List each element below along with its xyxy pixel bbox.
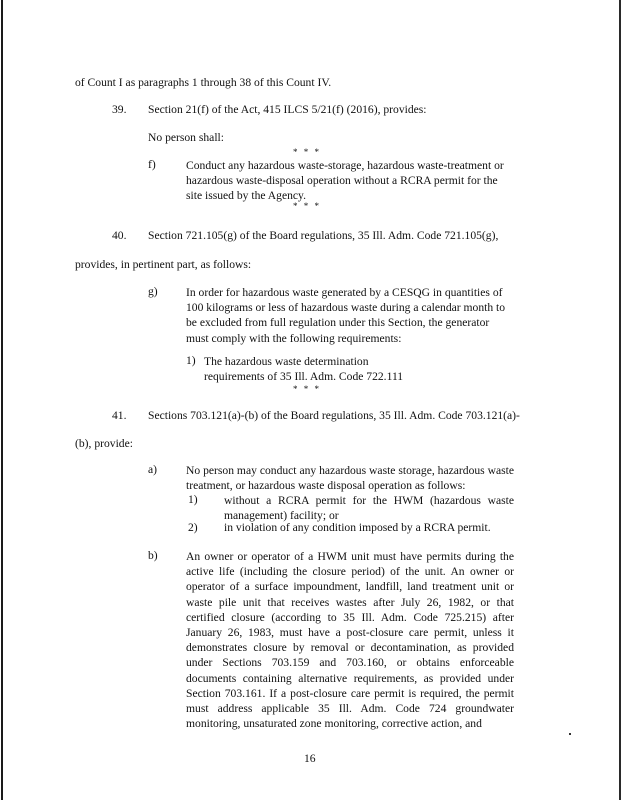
- subsection-a1-label: 1): [188, 493, 198, 506]
- subsection-b-label: b): [148, 549, 158, 562]
- subsection-a-label: a): [148, 463, 158, 476]
- subsection-g1-text: The hazardous waste determination requirements of 35 Ill. Adm. Code 722.111: [204, 355, 404, 384]
- subsection-a2-label: 2): [188, 521, 198, 534]
- scan-border-left: [1, 0, 3, 800]
- paragraph-41-number: 41.: [112, 409, 127, 422]
- paragraph-40-text: Section 721.105(g) of the Board regulations, 35 Ill. Adm. Code 721.105(g),: [148, 229, 499, 242]
- subsection-a-text: No person may conduct any hazardous waste storage, hazardous waste treatment, or hazardous waste disposal operation as follows:: [186, 464, 514, 493]
- paragraph-40-continuation: provides, in pertinent part, as follows:: [75, 258, 252, 271]
- paragraph-39-number: 39.: [112, 103, 127, 116]
- paragraph-40-number: 40.: [112, 229, 127, 242]
- ellipsis-stars: * * *: [293, 147, 321, 157]
- paragraph-39-item-label: f): [148, 158, 156, 171]
- scan-border-right: [619, 0, 621, 800]
- paragraph-39-item-text: Conduct any hazardous waste-storage, hazardous waste-treatment or hazardous waste-disposal operation without a RCRA permit for the site issued by the Agency.: [186, 159, 504, 203]
- subsection-g-text: In order for hazardous waste generated by a CESQG in quantities of 100 kilograms or less of hazardous waste during a calendar month to be excluded from full regulation under this Section, the generator must comply with the following requirements:: [186, 286, 506, 345]
- ellipsis-stars: * * *: [293, 201, 321, 211]
- paragraph-41-continuation: (b), provide:: [75, 437, 133, 450]
- paragraph-39-text: Section 21(f) of the Act, 415 ILCS 5/21(f) (2016), provides:: [148, 103, 427, 116]
- ellipsis-stars: * * *: [293, 384, 321, 394]
- subsection-b-text: An owner or operator of a HWM unit must have permits during the active life (including the closure period) of the unit. An owner or operator of a surface impoundment, landfill, land treatment unit or waste pile unit that receives wastes after July 26, 1982, or that certified closure (according to 35 Ill. Adm. Code 725.215) after January 26, 1983, must have a post-closure care permit, unless it demonstrates closure by removal or decontamination, as provided under Sections 703.159 and 703.160, or obtains enforceable documents containing alternative requirements, as provided under Section 703.161. If a post-closure care permit is required, the permit must address applicable 35 Ill. Adm. Code 724 groundwater monitoring, unsaturated zone monitoring, corrective action, and: [186, 550, 514, 731]
- intro-line: of Count I as paragraphs 1 through 38 of this Count IV.: [75, 76, 332, 89]
- subsection-g-label: g): [148, 285, 158, 298]
- subsection-g1-label: 1): [186, 354, 196, 367]
- subsection-a1-text: without a RCRA permit for the HWM (hazardous waste management) facility; or: [224, 494, 514, 523]
- subsection-a2-text: in violation of any condition imposed by a RCRA permit.: [224, 521, 491, 534]
- scan-speck: [569, 733, 571, 735]
- page-number: 16: [304, 752, 316, 765]
- paragraph-41-text: Sections 703.121(a)-(b) of the Board regulations, 35 Ill. Adm. Code 703.121(a)-: [148, 409, 520, 422]
- paragraph-39-lead: No person shall:: [148, 131, 224, 144]
